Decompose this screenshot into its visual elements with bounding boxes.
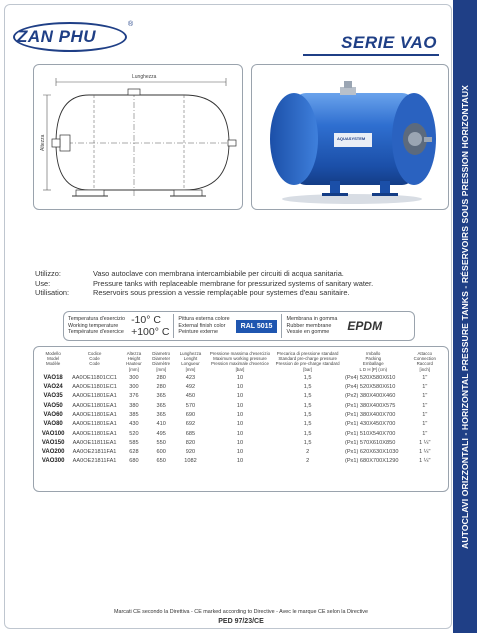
spec-strip xyxy=(63,311,415,341)
table-row xyxy=(38,374,444,383)
table-cell: 820 xyxy=(185,439,196,446)
height-label: Altezza xyxy=(40,134,46,151)
temperature-spec xyxy=(64,312,173,340)
table-header-cell xyxy=(38,351,68,374)
paint-label-en: External finish color xyxy=(178,322,226,329)
table-header-line: Modello xyxy=(45,351,61,356)
length-label: Lunghezza xyxy=(132,74,157,80)
table-cell: (Px1) 680X700X1290 xyxy=(344,458,399,465)
table-header-line: Pression de pre-charge standard xyxy=(275,361,340,367)
description-row xyxy=(35,279,445,289)
description-row xyxy=(35,288,445,298)
table-header-line: Altezza xyxy=(126,351,142,356)
model-cell: VAO100 xyxy=(41,430,65,437)
table-cell: 10 xyxy=(236,421,244,428)
table-cell: AA0OE11801EA1 xyxy=(72,421,117,428)
table-header-unit: [mm] xyxy=(185,366,196,372)
table-cell: 376 xyxy=(129,393,139,400)
datasheet-page xyxy=(4,4,452,629)
table-cell: 10 xyxy=(236,430,244,437)
table-cell: AA0OE21811FA1 xyxy=(72,458,117,465)
table-cell: 1" xyxy=(422,430,428,437)
table-cell: 10 xyxy=(236,402,244,409)
table-header-line: Model xyxy=(47,356,60,362)
table-cell: 280 xyxy=(156,374,166,381)
model-cell: VAO35 xyxy=(43,393,63,400)
models-table xyxy=(38,351,444,467)
table-header-cell xyxy=(121,351,147,374)
table-row xyxy=(38,392,444,401)
temperature-label-en: Working temperature xyxy=(68,322,119,329)
model-cell: VAO80 xyxy=(43,421,63,428)
table-cell: AA0OE11801EA1 xyxy=(72,412,117,418)
table-row xyxy=(38,439,444,448)
membrane-material: EPDM xyxy=(347,319,383,333)
table-row xyxy=(38,383,444,392)
tank-drawing-svg xyxy=(34,65,244,211)
table-header-line: Diamètre xyxy=(152,361,171,367)
table-header-cell xyxy=(274,351,341,374)
table-header-cell xyxy=(341,351,406,374)
paint-labels xyxy=(178,316,229,335)
table-header-line: Modèle xyxy=(45,361,61,367)
table-cell: 1 ¼" xyxy=(419,458,431,465)
table-cell: 680 xyxy=(129,458,139,465)
table-cell: 1" xyxy=(422,421,428,428)
temperature-values xyxy=(131,314,169,338)
description-label: Use: xyxy=(35,278,51,288)
table-cell: 1" xyxy=(422,412,428,418)
table-cell: 685 xyxy=(185,430,196,437)
table-header-cell xyxy=(147,351,175,374)
table-header-line: Pression maximale d'exercice xyxy=(210,361,269,367)
table-header-line: Imballo xyxy=(366,351,381,356)
table-cell: 1,5 xyxy=(303,393,312,400)
table-cell: 600 xyxy=(156,449,166,456)
table-cell: 520 xyxy=(129,430,139,437)
model-cell: VAO200 xyxy=(41,449,65,456)
table-cell: 1" xyxy=(422,402,428,409)
table-cell: 10 xyxy=(236,458,244,465)
description-text: Vaso autoclave con membrana intercambiabile per circuiti di acqua sanitaria. xyxy=(93,269,344,278)
table-row xyxy=(38,402,444,411)
table-header-line: Longueur xyxy=(181,361,200,367)
side-banner-text: AUTOCLAVI ORIZZONTALI - HORIZONTAL PRESSURE TANKS - RÉSERVOIRS SOUS PRESSION HORIZONTAUX xyxy=(460,84,471,549)
table-header-cell xyxy=(68,351,121,374)
table-header-line: Height xyxy=(127,356,141,362)
table-row xyxy=(38,448,444,457)
table-header-unit: [inch] xyxy=(419,366,431,372)
temperature-labels xyxy=(68,316,125,335)
technical-drawing xyxy=(33,64,243,210)
models-table-box xyxy=(33,346,449,492)
table-cell: 1,5 xyxy=(303,439,312,446)
table-cell: 380 xyxy=(129,402,139,409)
brand-logo xyxy=(11,21,151,53)
table-cell: AA0OE11801EA1 xyxy=(72,430,117,437)
table-cell: AA0OE21811FA1 xyxy=(72,449,117,456)
registered-mark: ® xyxy=(128,21,134,28)
model-cell: VAO50 xyxy=(43,402,63,409)
table-cell: 1,5 xyxy=(303,374,312,381)
paint-label-fr: Peinture externe xyxy=(178,329,218,336)
table-cell: 385 xyxy=(129,412,139,418)
table-header-cell xyxy=(206,351,275,374)
table-header-unit: [mm] xyxy=(156,366,167,372)
series-title: SERIE VAO xyxy=(341,33,437,52)
table-header-line: Diametro xyxy=(152,351,171,356)
table-header-line: Standard pre-charge pressure xyxy=(278,356,337,362)
ped-directive: PED 97/23/CE xyxy=(218,618,264,625)
table-cell: 1 ¼" xyxy=(419,439,431,446)
table-cell: 1" xyxy=(422,393,428,400)
table-row xyxy=(38,457,444,466)
table-cell: (Px4) 520X580X610 xyxy=(344,374,396,381)
table-cell: (Px1) 380X400X575 xyxy=(344,402,396,409)
table-header-line: Packing xyxy=(365,356,382,362)
table-cell: 1" xyxy=(422,384,428,391)
series-title-underline xyxy=(303,54,439,56)
table-cell: (Px1) 380X400X700 xyxy=(344,412,396,418)
table-cell: 1" xyxy=(422,374,428,381)
table-cell: (Px1) 430X450X700 xyxy=(344,421,396,428)
product-photo xyxy=(251,64,449,210)
table-header-line: Connection xyxy=(413,356,436,362)
table-cell: 450 xyxy=(185,393,196,400)
table-cell: 1,5 xyxy=(303,430,312,437)
table-cell: 1,5 xyxy=(303,384,312,391)
description-block xyxy=(35,269,445,298)
table-cell: 410 xyxy=(156,421,166,428)
table-cell: AA0OE11801EA1 xyxy=(72,393,117,400)
model-cell: VAO300 xyxy=(41,458,65,465)
table-header-line: Pressione massima d'esercizio xyxy=(209,351,271,356)
table-header-line: Attacco xyxy=(417,351,433,356)
table-cell: 2 xyxy=(306,449,310,456)
membrane-label-en: Rubber membrane xyxy=(286,322,332,329)
membrane-label-fr: Vessie en gomme xyxy=(286,329,330,336)
model-cell: VAO18 xyxy=(43,374,63,381)
table-cell: 430 xyxy=(129,421,139,428)
table-cell: (Px1) 570X610X850 xyxy=(344,439,396,446)
table-cell: 365 xyxy=(156,393,166,400)
paint-label-it: Pittura esterna colore xyxy=(178,316,230,323)
table-header-line: Diameter xyxy=(152,356,171,362)
table-cell: 423 xyxy=(185,374,196,381)
table-cell: 10 xyxy=(236,439,244,446)
table-cell: 365 xyxy=(156,412,166,418)
table-header-row xyxy=(38,351,444,374)
table-cell: 10 xyxy=(236,393,244,400)
table-cell: 10 xyxy=(236,449,244,456)
table-header-line: Precarica di pressione standard xyxy=(276,351,339,356)
table-cell: 495 xyxy=(156,430,166,437)
table-cell: 10 xyxy=(236,384,244,391)
membrane-labels xyxy=(286,316,337,335)
table-row xyxy=(38,420,444,429)
description-text: Reservoirs sous pression a vessie remplaçable pour systemes d'eau sanitaire. xyxy=(93,288,350,298)
table-cell: 1082 xyxy=(184,458,197,465)
side-banner xyxy=(453,0,477,633)
table-cell: (Px1) 620X630X1030 xyxy=(344,449,399,456)
temperature-label-it: Temperatura d'esercizio xyxy=(68,316,126,323)
table-row xyxy=(38,411,444,420)
description-row xyxy=(35,269,445,279)
table-row xyxy=(38,430,444,439)
table-header-line: Emballage xyxy=(362,361,384,367)
logo-text: ZAN PHU xyxy=(17,27,97,46)
description-text: Pressure tanks with replaceable membrane for pressurized systems of sanitary water. xyxy=(93,278,374,288)
description-label: Utilisation: xyxy=(35,288,70,298)
model-cell: VAO60 xyxy=(43,412,63,418)
tank-photo-label: AQUASYSTEM xyxy=(337,136,366,141)
ral-color-badge: RAL 5015 xyxy=(236,320,278,333)
table-header-unit: L D H [P] (cm) xyxy=(359,366,388,372)
table-header-line: Maximum working pressure xyxy=(213,356,267,362)
model-cell: VAO24 xyxy=(43,384,63,391)
table-header-line: Code xyxy=(89,356,100,362)
table-cell: 365 xyxy=(156,402,166,409)
table-cell: 2 xyxy=(306,458,310,465)
table-cell: AA0OE11801EA1 xyxy=(72,402,117,409)
table-cell: 492 xyxy=(185,384,196,391)
table-cell: 300 xyxy=(129,374,139,381)
table-cell: 690 xyxy=(185,412,196,418)
table-cell: 10 xyxy=(236,374,244,381)
temperature-max: +100° C xyxy=(131,326,170,338)
table-header-line: Lunghezza xyxy=(179,351,202,356)
table-header-line: Raccord xyxy=(416,361,433,367)
table-cell: 300 xyxy=(129,384,139,391)
table-cell: (Px1) 510X540X700 xyxy=(344,430,396,437)
table-body xyxy=(38,374,444,467)
description-label: Utilizzo: xyxy=(35,269,61,278)
ce-note: Marcati CE secondo la Direttiva - CE marked according to Directive - Avec le marque CE selon la Directive xyxy=(114,609,368,615)
table-header-unit: [bar] xyxy=(235,366,245,372)
table-header-line: Codice xyxy=(87,351,102,356)
table-cell: AA0OE11801CC1 xyxy=(72,374,118,381)
table-cell: 1,5 xyxy=(303,412,312,418)
table-cell: 920 xyxy=(185,449,196,456)
table-cell: 628 xyxy=(129,449,139,456)
table-header-line: Code xyxy=(89,361,100,367)
temperature-label-fr: Température d'exercice xyxy=(68,329,124,336)
paint-spec xyxy=(174,312,281,340)
table-cell: 280 xyxy=(156,384,166,391)
table-cell: 1,5 xyxy=(303,402,312,409)
temperature-min: -10° C xyxy=(131,314,161,326)
table-cell: 10 xyxy=(236,412,244,418)
table-cell: (Px2) 380X400X460 xyxy=(344,393,396,400)
table-header-unit: [mm] xyxy=(129,366,139,372)
table-cell: 650 xyxy=(156,458,166,465)
table-header-line: Lenght xyxy=(183,356,198,362)
table-cell: 585 xyxy=(129,439,139,446)
membrane-label-it: Membrana in gomma xyxy=(286,316,338,323)
table-cell: AA0OE11811EA1 xyxy=(72,439,117,446)
table-cell: 1,5 xyxy=(303,421,312,428)
table-header-cell xyxy=(175,351,205,374)
table-cell: AA0OE11801EC1 xyxy=(72,384,117,391)
tank-photo-svg xyxy=(252,65,449,210)
side-banner-text-wrap xyxy=(455,0,475,633)
table-header-unit: [bar] xyxy=(303,366,313,372)
model-cell: VAO150 xyxy=(41,439,65,446)
table-cell: (Px4) 520X580X610 xyxy=(344,384,396,391)
table-cell: 692 xyxy=(185,421,196,428)
membrane-spec xyxy=(282,312,386,340)
table-cell: 550 xyxy=(156,439,166,446)
table-cell: 1 ¼" xyxy=(419,449,431,456)
table-header-cell xyxy=(406,351,444,374)
table-header-line: Hauteur xyxy=(126,361,142,367)
table-cell: 570 xyxy=(185,402,196,409)
